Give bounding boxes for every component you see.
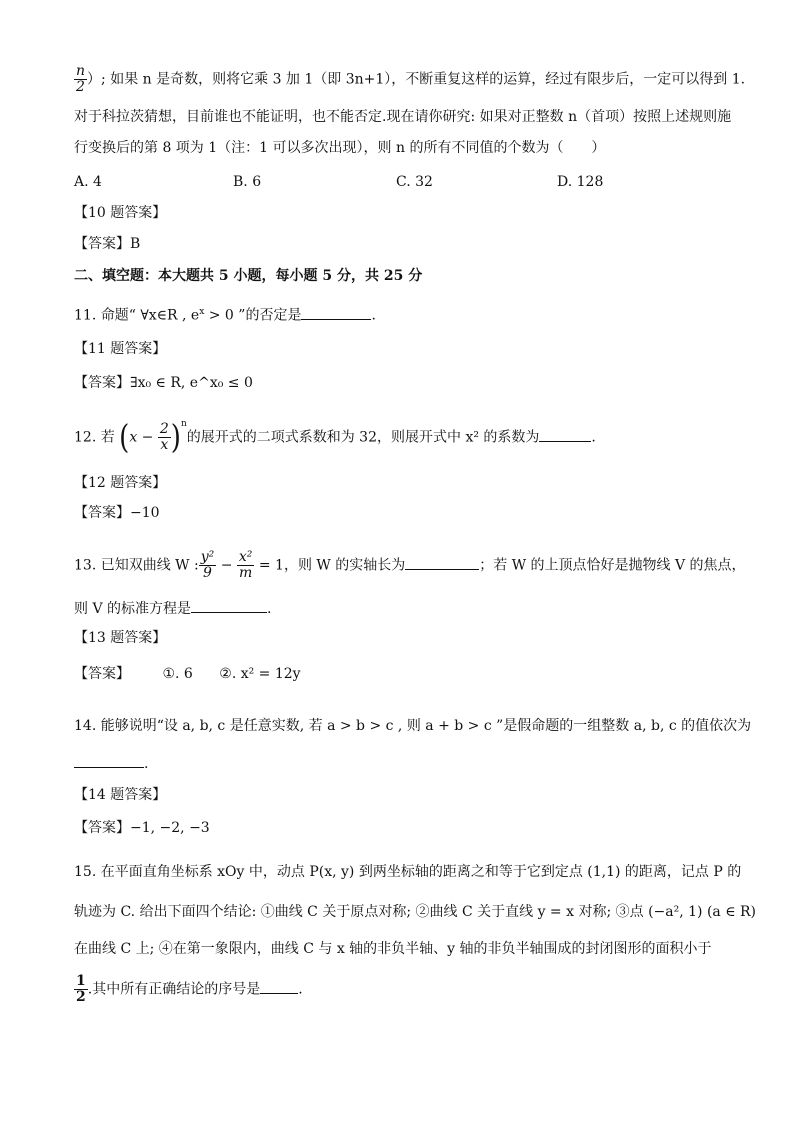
q15-fraction bbox=[74, 974, 88, 1005]
q12-right-paren: ) bbox=[170, 418, 181, 457]
q14-line-1: 14. 能够说明“设 a, b, c 是任意实数, 若 a > b > c , 则 a + b > c ”是假命题的一组整数 a, b, c 的值依次为 bbox=[74, 718, 752, 734]
q13-answer-2: ②. x² = 12y bbox=[219, 666, 301, 682]
q15-frac-den: 2 bbox=[76, 989, 86, 1005]
q10-line-1 bbox=[74, 64, 745, 95]
q10-line-3: 行变换后的第 8 项为 1（注：1 可以多次出现），则 n 的所有不同值的个数为（ ） bbox=[74, 140, 606, 156]
q10-line-2: 对于科拉茨猜想，目前谁也不能证明，也不能否定.现在请你研究: 如果对正整数 n（首项）按照上述规则施 bbox=[74, 109, 732, 125]
q11-line bbox=[74, 302, 376, 326]
q13-answer-1: ①. 6 bbox=[162, 666, 193, 682]
q13-f2-num: x² bbox=[238, 549, 253, 565]
q15-end: . bbox=[298, 981, 303, 998]
q13-blank-2 bbox=[191, 600, 267, 613]
q13-fraction-2 bbox=[237, 550, 255, 581]
q10-option-c: C. 32 bbox=[396, 174, 433, 190]
section-title: 二、填空题：本大题共 5 小题，每小题 5 分，共 25 分 bbox=[74, 268, 423, 284]
q12-end: . bbox=[591, 429, 596, 446]
q13-answer bbox=[74, 664, 301, 684]
q14-blank bbox=[74, 755, 144, 768]
q13-answer-header: 【13 题答案】 bbox=[74, 630, 167, 646]
q12-line bbox=[74, 418, 596, 457]
q14-answer: 【答案】−1, −2, −3 bbox=[74, 820, 210, 836]
q12-answer: 【答案】−10 bbox=[74, 505, 160, 521]
q10-option-d: D. 128 bbox=[557, 174, 604, 190]
q13-blank-1 bbox=[405, 557, 479, 570]
q10-frac-num: n bbox=[76, 63, 86, 79]
q13-f2-den: m bbox=[239, 565, 253, 581]
q13-prefix: 13. 已知双曲线 W : bbox=[74, 557, 199, 574]
q10-frac-den: 2 bbox=[76, 79, 85, 95]
q10-fraction bbox=[74, 64, 87, 95]
q15-blank bbox=[260, 981, 298, 994]
q12-frac-den: x bbox=[160, 437, 169, 453]
q13-f1-num: y² bbox=[200, 549, 215, 565]
q11-prefix: 11. 命题“ ∀x∈R , e bbox=[74, 307, 200, 324]
q13-answer-label: 【答案】 bbox=[74, 666, 130, 682]
q10-answer: 【答案】B bbox=[74, 236, 141, 252]
q11-answer-header: 【11 题答案】 bbox=[74, 341, 167, 357]
q12-exponent: n bbox=[180, 418, 187, 429]
q12-answer-header: 【12 题答案】 bbox=[74, 475, 167, 491]
q12-expr-x: x − bbox=[129, 429, 158, 446]
q10-text-1: ）; 如果 n 是奇数，则将它乘 3 加 1（即 3n+1），不断重复这样的运算，经过有限步后，一定可以得到 1. bbox=[87, 71, 746, 88]
q11-end: . bbox=[371, 307, 376, 324]
q13-minus: − bbox=[216, 557, 237, 574]
q13-line-1 bbox=[74, 550, 746, 581]
q12-left-paren: ( bbox=[119, 418, 130, 457]
q11-sup: x bbox=[199, 307, 205, 317]
q14-answer-header: 【14 题答案】 bbox=[74, 787, 167, 803]
q13-line-2 bbox=[74, 599, 271, 619]
q15-line-1: 15. 在平面直角坐标系 xOy 中，动点 P(x, y) 到两坐标轴的距离之和等于它到定点 (1,1) 的距离，记点 P 的 bbox=[74, 864, 742, 880]
q13-end: . bbox=[267, 601, 272, 617]
q10-option-b: B. 6 bbox=[233, 174, 262, 190]
q14-line-2 bbox=[74, 754, 148, 774]
q11-suffix: > 0 ”的否定是 bbox=[204, 307, 302, 324]
q15-line-2: 轨迹为 C. 给出下面四个结论: ①曲线 C 关于原点对称; ②曲线 C 关于直线 y = x 对称; ③点 (−a², 1) (a ∈ R) bbox=[74, 904, 757, 920]
q12-suffix: 的展开式的二项式系数和为 32，则展开式中 x² 的系数为 bbox=[186, 429, 540, 446]
q15-line-4 bbox=[74, 974, 303, 1005]
q15-frac-num: 1 bbox=[76, 973, 86, 989]
q12-fraction bbox=[158, 422, 171, 453]
q14-end: . bbox=[144, 756, 149, 772]
q13-f1-den: 9 bbox=[203, 565, 212, 581]
q11-blank bbox=[301, 307, 371, 320]
q13-mid: ；若 W 的上顶点恰好是抛物线 V 的焦点， bbox=[479, 557, 746, 574]
q12-prefix: 12. 若 bbox=[74, 429, 115, 446]
q12-frac-num: 2 bbox=[159, 421, 169, 437]
q13-line2-text: 则 V 的标准方程是 bbox=[74, 601, 192, 617]
q10-answer-header: 【10 题答案】 bbox=[74, 205, 167, 221]
q13-fraction-1 bbox=[199, 550, 217, 581]
q15-line4-text: .其中所有正确结论的序号是 bbox=[87, 981, 261, 998]
q11-answer: 【答案】∃x₀ ∈ R, e^x₀ ≤ 0 bbox=[74, 375, 253, 391]
q12-blank bbox=[539, 429, 591, 442]
q13-eq: = 1，则 W 的实轴长为 bbox=[254, 557, 406, 574]
q15-line-3: 在曲线 C 上; ④在第一象限内，曲线 C 与 x 轴的非负半轴、y 轴的非负半轴围成的封闭图形的面积小于 bbox=[74, 941, 712, 957]
q10-option-a: A. 4 bbox=[74, 174, 102, 190]
